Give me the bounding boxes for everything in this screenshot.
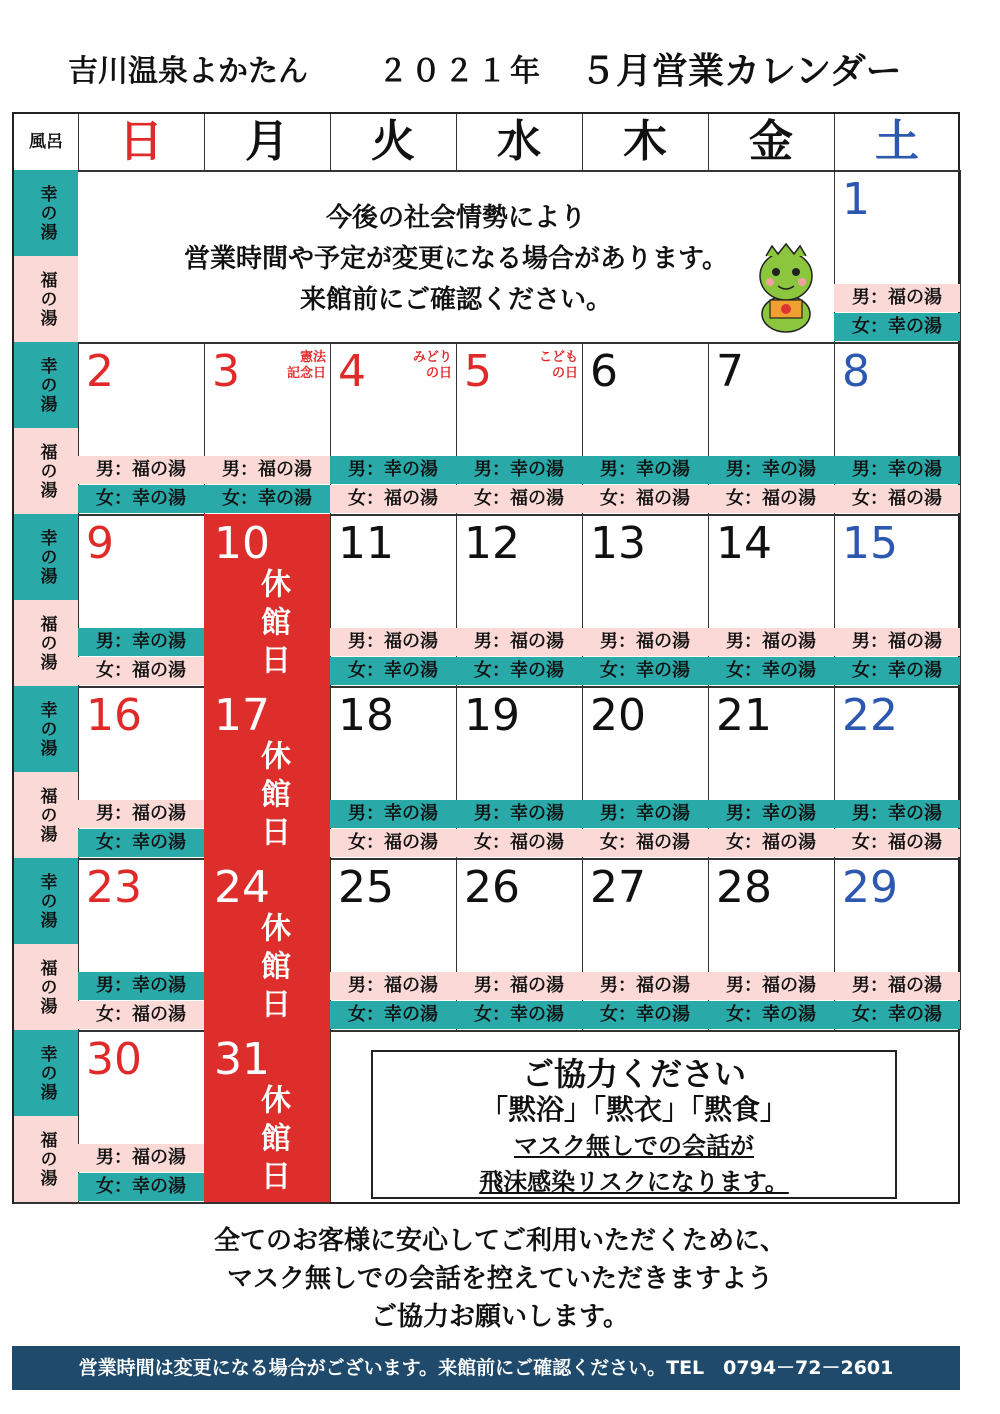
day-number: 8 (842, 346, 870, 397)
men-bath-label: 男：幸の湯 (834, 800, 960, 828)
women-bath-label: 女：幸の湯 (708, 1001, 834, 1029)
notice-box (78, 174, 834, 368)
grid-vline (456, 114, 457, 170)
grid-vline (204, 114, 205, 170)
men-bath-label: 男：福の湯 (78, 456, 204, 484)
women-bath-label: 女：福の湯 (78, 1001, 204, 1029)
women-bath-label: 女：福の湯 (78, 657, 204, 685)
closed-label: 休館日 (255, 740, 290, 854)
men-bath-label: 男：幸の湯 (78, 972, 204, 1000)
day-number: 20 (590, 690, 646, 741)
closed-label: 休館日 (255, 912, 290, 1026)
grid-hline (14, 1030, 960, 1032)
side-label-sachi: 幸の湯 (14, 1030, 78, 1116)
day-number: 26 (464, 862, 520, 913)
men-bath-label: 男：福の湯 (204, 456, 330, 484)
weekday-label: 金 (749, 116, 793, 167)
men-bath-label: 男：福の湯 (708, 972, 834, 1000)
closed-label: 休館日 (255, 1084, 290, 1198)
day-number: 16 (86, 690, 142, 741)
women-bath-label: 女：幸の湯 (834, 657, 960, 685)
contact-bar: 営業時間は変更になる場合がございます。来館前にご確認ください。TEL 0794－72－2601 (12, 1346, 960, 1390)
footer-line: 全てのお客様に安心してご利用いただくために、 (213, 1226, 786, 1256)
weekday-label: 火 (371, 116, 415, 167)
furo-header: 風呂 (29, 132, 63, 152)
grid-vline (834, 114, 835, 170)
women-bath-label: 女：幸の湯 (708, 657, 834, 685)
day-number: 22 (842, 690, 898, 741)
weekday-label: 月 (245, 116, 289, 167)
side-label-fuku: 福の湯 (14, 256, 78, 342)
side-label-fuku: 福の湯 (14, 600, 78, 686)
grid-vline (960, 342, 961, 514)
side-label-sachi: 幸の湯 (14, 858, 78, 944)
day-number: 24 (214, 862, 270, 913)
holiday-name: こども の日 (538, 350, 578, 381)
women-bath-label: 女：幸の湯 (330, 1001, 456, 1029)
women-bath-label: 女：福の湯 (456, 829, 582, 857)
day-number: 15 (842, 518, 898, 569)
men-bath-label: 男：福の湯 (330, 628, 456, 656)
women-bath-label: 女：福の湯 (330, 485, 456, 513)
day-number: 10 (214, 518, 270, 569)
notice-line: 来館前にご確認ください。 (299, 285, 612, 315)
day-number: 30 (86, 1034, 142, 1085)
day-number: 7 (716, 346, 744, 397)
coop-title: ご協力ください (521, 1055, 746, 1093)
men-bath-label: 男：福の湯 (834, 284, 960, 312)
men-bath-label: 男：福の湯 (708, 628, 834, 656)
side-label-fuku: 福の湯 (14, 428, 78, 514)
grid-vline (330, 1030, 331, 1202)
day-number: 19 (464, 690, 520, 741)
holiday-name: みどり の日 (412, 350, 452, 381)
men-bath-label: 男：幸の湯 (330, 456, 456, 484)
weekday-label: 木 (623, 116, 667, 167)
closed-label: 休館日 (255, 568, 290, 682)
footer-message (0, 1222, 1000, 1336)
weekday-label: 日 (119, 116, 163, 167)
side-label-sachi: 幸の湯 (14, 686, 78, 772)
grid-vline (582, 114, 583, 170)
side-label-sachi: 幸の湯 (14, 170, 78, 256)
grid-hline (14, 170, 960, 172)
men-bath-label: 男：幸の湯 (456, 800, 582, 828)
day-number: 12 (464, 518, 520, 569)
day-number: 3 (212, 346, 240, 397)
weekday-label: 水 (497, 116, 541, 167)
women-bath-label: 女：幸の湯 (582, 1001, 708, 1029)
side-label-fuku: 福の湯 (14, 1116, 78, 1202)
day-number: 27 (590, 862, 646, 913)
day-number: 23 (86, 862, 142, 913)
coop-line: 飛沫感染リスクになります。 (479, 1168, 789, 1196)
coop-line: マスク無しでの会話が (514, 1132, 754, 1160)
women-bath-label: 女：福の湯 (834, 485, 960, 513)
grid-vline (960, 686, 961, 858)
grid-hline (14, 686, 960, 688)
women-bath-label: 女：福の湯 (582, 829, 708, 857)
side-label-sachi: 幸の湯 (14, 514, 78, 600)
day-number: 14 (716, 518, 772, 569)
men-bath-label: 男：福の湯 (834, 972, 960, 1000)
day-number: 4 (338, 346, 366, 397)
footer-line: ご協力お願いします。 (371, 1302, 629, 1332)
women-bath-label: 女：幸の湯 (78, 1173, 204, 1201)
women-bath-label: 女：幸の湯 (330, 657, 456, 685)
men-bath-label: 男：福の湯 (456, 628, 582, 656)
day-number: 6 (590, 346, 618, 397)
women-bath-label: 女：福の湯 (708, 485, 834, 513)
men-bath-label: 男：幸の湯 (708, 800, 834, 828)
men-bath-label: 男：幸の湯 (708, 456, 834, 484)
women-bath-label: 女：幸の湯 (582, 657, 708, 685)
title-year: ２０２１年 (378, 54, 543, 89)
women-bath-label: 女：福の湯 (582, 485, 708, 513)
women-bath-label: 女：福の湯 (456, 485, 582, 513)
men-bath-label: 男：福の湯 (456, 972, 582, 1000)
women-bath-label: 女：幸の湯 (456, 1001, 582, 1029)
notice-line: 今後の社会情勢により (325, 203, 586, 233)
day-number: 29 (842, 862, 898, 913)
day-number: 17 (214, 690, 270, 741)
men-bath-label: 男：幸の湯 (834, 456, 960, 484)
men-bath-label: 男：福の湯 (582, 972, 708, 1000)
holiday-name: 憲法 記念日 (286, 350, 326, 381)
day-number: 18 (338, 690, 394, 741)
coop-line: 「黙浴」「黙衣」「黙食」 (479, 1093, 788, 1126)
men-bath-label: 男：幸の湯 (456, 456, 582, 484)
mascot-icon (744, 242, 828, 334)
title-month: ５月営業カレンダー (580, 51, 902, 92)
women-bath-label: 女：幸の湯 (78, 485, 204, 513)
day-number: 11 (338, 518, 394, 569)
day-number: 9 (86, 518, 114, 569)
grid-vline (960, 858, 961, 1030)
grid-hline (14, 858, 960, 860)
facility-name: 吉川温泉よかたん (68, 54, 308, 89)
men-bath-label: 男：幸の湯 (582, 456, 708, 484)
day-number: 21 (716, 690, 772, 741)
day-number: 1 (842, 174, 870, 225)
grid-vline (960, 514, 961, 686)
day-number: 25 (338, 862, 394, 913)
women-bath-label: 女：幸の湯 (456, 657, 582, 685)
men-bath-label: 男：福の湯 (834, 628, 960, 656)
grid-hline (14, 1202, 330, 1204)
men-bath-label: 男：福の湯 (330, 972, 456, 1000)
men-bath-label: 男：福の湯 (78, 1144, 204, 1172)
grid-vline (330, 114, 331, 170)
men-bath-label: 男：福の湯 (582, 628, 708, 656)
calendar-grid (12, 112, 960, 1204)
side-label-sachi: 幸の湯 (14, 342, 78, 428)
men-bath-label: 男：幸の湯 (582, 800, 708, 828)
women-bath-label: 女：福の湯 (708, 829, 834, 857)
footer-line: マスク無しでの会話を控えていただきますよう (226, 1264, 773, 1294)
day-number: 31 (214, 1034, 270, 1085)
weekday-label: 土 (875, 116, 919, 167)
grid-vline (708, 114, 709, 170)
women-bath-label: 女：福の湯 (330, 829, 456, 857)
women-bath-label: 女：幸の湯 (834, 313, 960, 341)
cooperation-box (371, 1050, 897, 1199)
grid-vline (78, 114, 79, 170)
men-bath-label: 男：幸の湯 (78, 628, 204, 656)
day-number: 13 (590, 518, 646, 569)
grid-hline (14, 514, 960, 516)
day-number: 28 (716, 862, 772, 913)
notice-line: 営業時間や予定が変更になる場合があります。 (184, 244, 728, 274)
side-label-fuku: 福の湯 (14, 772, 78, 858)
page-title (0, 48, 1000, 98)
women-bath-label: 女：福の湯 (834, 829, 960, 857)
women-bath-label: 女：幸の湯 (834, 1001, 960, 1029)
day-number: 2 (86, 346, 114, 397)
side-label-fuku: 福の湯 (14, 944, 78, 1030)
day-number: 5 (464, 346, 492, 397)
women-bath-label: 女：幸の湯 (78, 829, 204, 857)
women-bath-label: 女：幸の湯 (204, 485, 330, 513)
grid-vline (960, 170, 961, 342)
men-bath-label: 男：福の湯 (78, 800, 204, 828)
men-bath-label: 男：幸の湯 (330, 800, 456, 828)
